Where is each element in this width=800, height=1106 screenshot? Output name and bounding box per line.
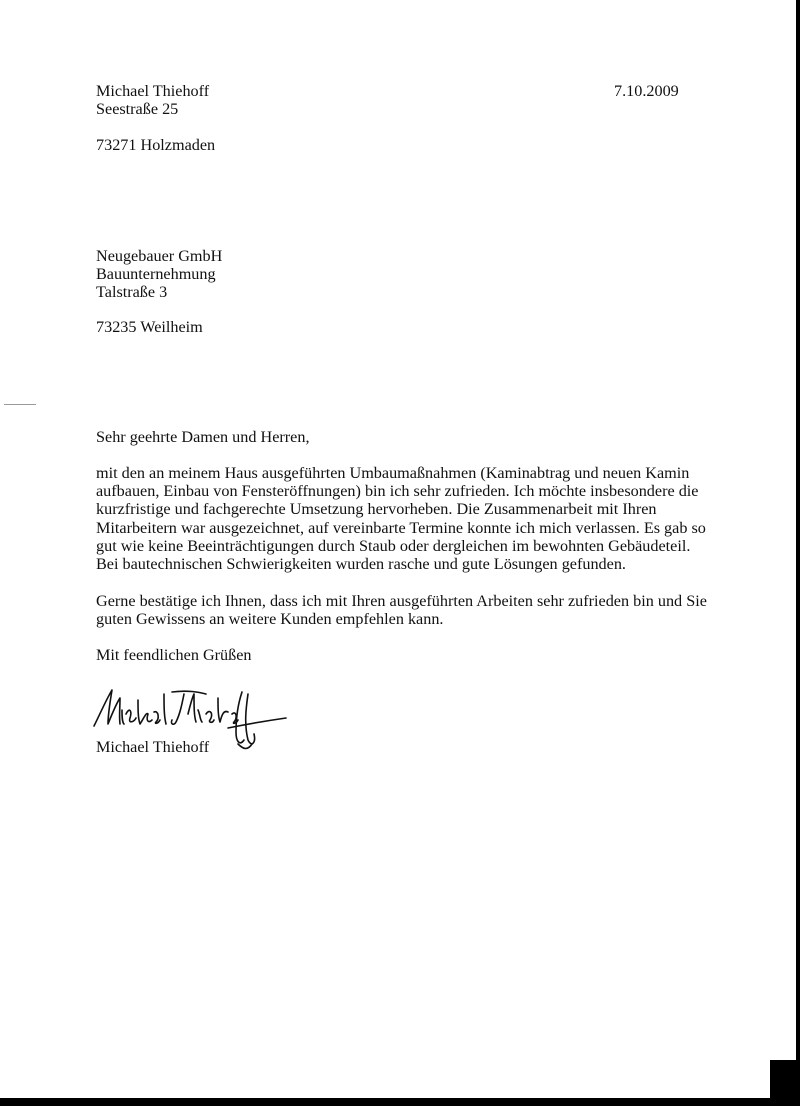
- scan-mark: [4, 404, 36, 405]
- signature-name: Michael Thiehoff: [96, 738, 210, 756]
- recipient-street: Talstraße 3: [96, 283, 168, 301]
- body-line: guten Gewissens an weitere Kunden empfehlen kann.: [96, 610, 444, 628]
- body-line: gut wie keine Beeinträchtigungen durch Staub oder dergleichen im bewohnten Gebäudeteil.: [96, 537, 691, 555]
- body-line: kurzfristige und fachgerechte Umsetzung hervorheben. Die Zusammenarbeit mit Ihren: [96, 500, 657, 518]
- scan-border-right: [796, 0, 800, 1106]
- letter-date: 7.10.2009: [614, 82, 679, 100]
- body-line: aufbauen, Einbau von Fensteröffnungen) bin ich sehr zufrieden. Ich möchte insbesondere die: [96, 482, 699, 500]
- recipient-department: Bauunternehmung: [96, 265, 216, 283]
- recipient-city: 73235 Weilheim: [96, 318, 203, 336]
- sender-name: Michael Thiehoff: [96, 82, 210, 100]
- scan-border-bottom: [0, 1098, 800, 1106]
- closing: Mit feendlichen Grüßen: [96, 646, 252, 664]
- salutation: Sehr geehrte Damen und Herren,: [96, 428, 310, 446]
- sender-city: 73271 Holzmaden: [96, 136, 216, 154]
- body-line: Gerne bestätige ich Ihnen, dass ich mit Ihren ausgeführten Arbeiten sehr zufrieden bin und Sie: [96, 592, 707, 610]
- body-line: Mitarbeitern war ausgezeichnet, auf vereinbarte Termine konnte ich mich verlassen. Es gab so: [96, 519, 706, 537]
- scan-border-corner: [770, 1060, 800, 1106]
- sender-street: Seestraße 25: [96, 100, 179, 118]
- recipient-company: Neugebauer GmbH: [96, 247, 223, 265]
- body-line: mit den an meinem Haus ausgeführten Umbaumaßnahmen (Kaminabtrag und neuen Kamin: [96, 464, 690, 482]
- body-line: Bei bautechnischen Schwierigkeiten wurden rasche und gute Lösungen gefunden.: [96, 555, 626, 573]
